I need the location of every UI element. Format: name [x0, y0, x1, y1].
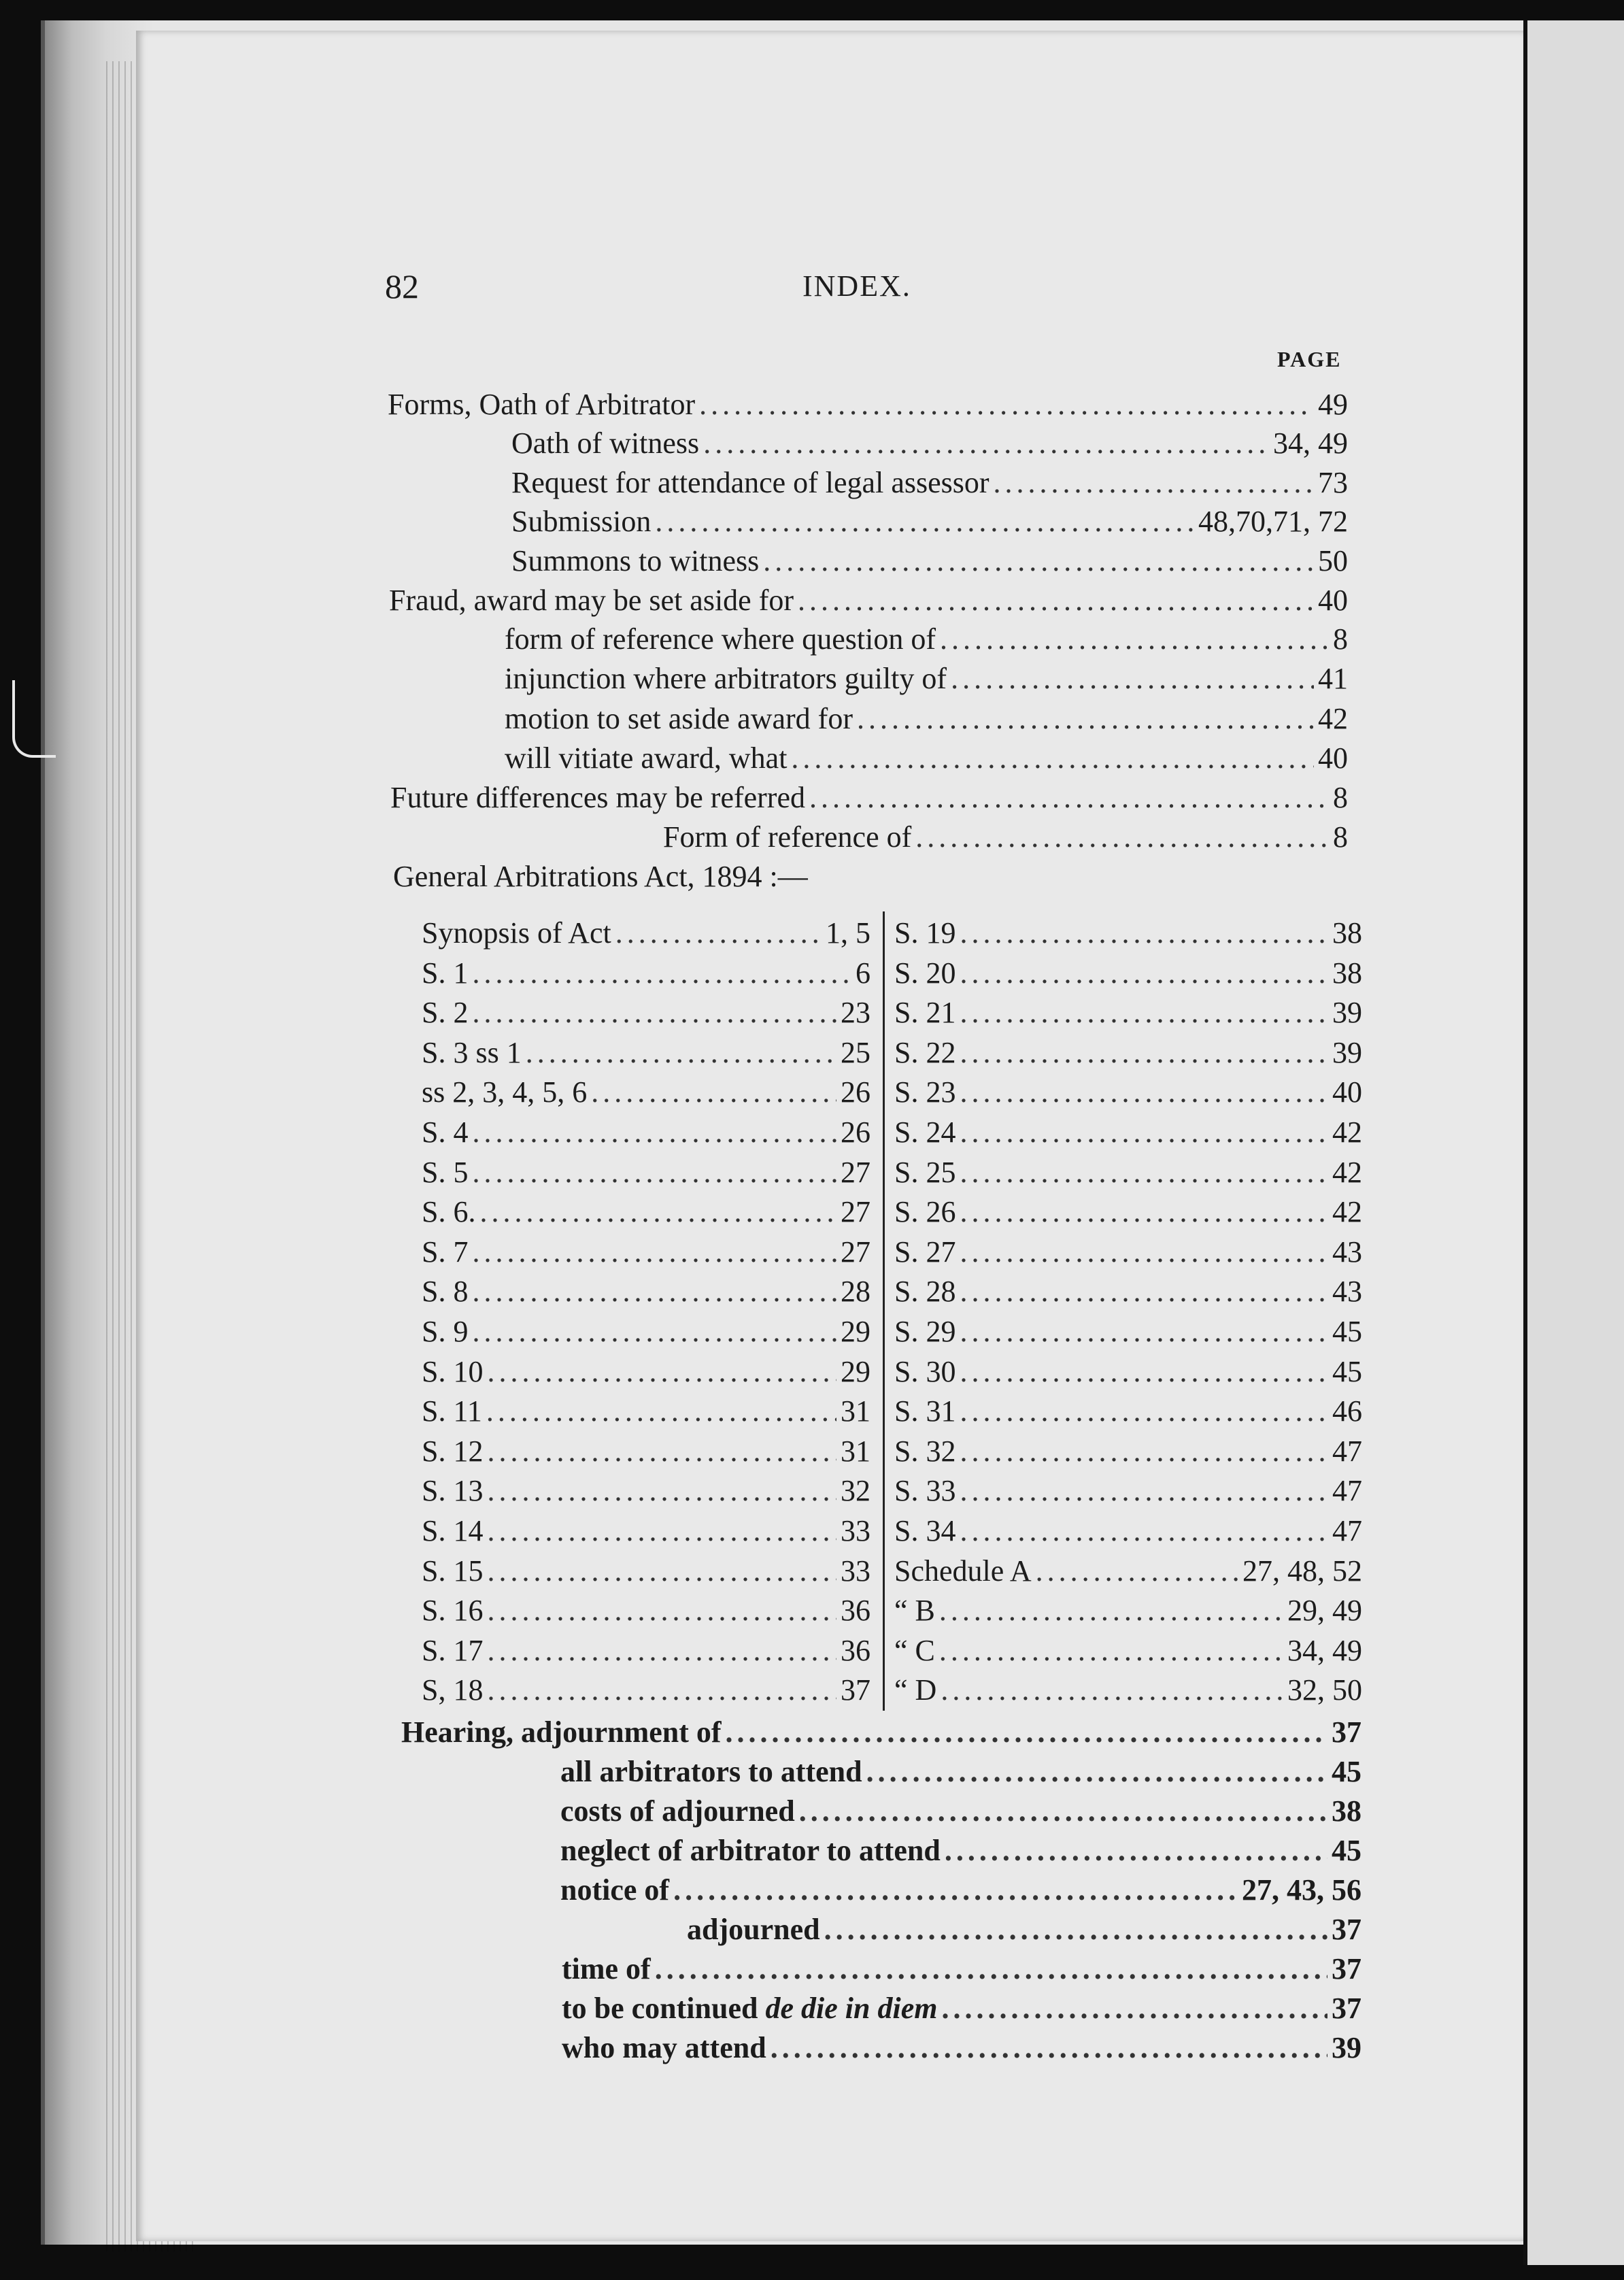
section-entry — [894, 1433, 1362, 1470]
index-entry — [505, 701, 1348, 737]
section-page: 33 — [841, 1554, 870, 1588]
section-label: ss 2, 3, 4, 5, 6 — [422, 1075, 588, 1109]
section-entry — [422, 1354, 870, 1390]
section-label: S. 3 ss 1 — [422, 1035, 522, 1069]
section-entry — [422, 1234, 870, 1271]
page-number: 82 — [385, 267, 419, 305]
section-entry — [422, 1513, 870, 1549]
section-label: S. 17 — [422, 1633, 484, 1667]
section-label: S. 15 — [422, 1554, 484, 1588]
section-page: 37 — [841, 1673, 870, 1707]
entry-page: 41 — [1318, 662, 1348, 695]
section-label: S, 18 — [422, 1673, 484, 1707]
section-page: 33 — [841, 1514, 870, 1547]
entry-page: 38 — [1332, 1794, 1361, 1828]
section-entry — [894, 1672, 1362, 1709]
index-entry — [505, 740, 1348, 777]
section-label: S. 24 — [894, 1116, 956, 1149]
index-entry — [511, 503, 1348, 540]
section-entry — [894, 1074, 1362, 1111]
entry-page: 48,70,71, 72 — [1198, 505, 1348, 538]
section-label: S. 25 — [894, 1155, 956, 1189]
entry-page: 42 — [1318, 702, 1348, 735]
section-label: Synopsis of Act — [422, 916, 611, 950]
index-entry — [505, 660, 1348, 697]
section-entry — [422, 1672, 870, 1709]
index-entry — [511, 425, 1348, 462]
section-label: S. 2 — [422, 996, 469, 1030]
section-entry — [422, 915, 870, 952]
section-page: 43 — [1332, 1235, 1362, 1269]
index-entry — [560, 1754, 1361, 1790]
entry-text: time of — [562, 1952, 651, 1985]
index-entry — [505, 621, 1348, 658]
section-page: 23 — [841, 996, 870, 1030]
entry-text: notice of — [560, 1873, 670, 1907]
entry-text: injunction where arbitrators guilty of — [505, 662, 947, 695]
section-entry — [422, 1592, 870, 1629]
section-page: 39 — [1332, 1035, 1362, 1069]
entry-text: Fraud, award may be set aside for — [389, 584, 794, 617]
margin-mark — [12, 680, 56, 758]
entry-page: 50 — [1318, 544, 1348, 577]
entry-page: 8 — [1333, 622, 1348, 656]
section-page: 47 — [1332, 1514, 1362, 1547]
entry-page: 40 — [1318, 584, 1348, 617]
section-entry — [422, 1313, 870, 1350]
section-page: 34, 49 — [1287, 1633, 1362, 1667]
section-label: S. 1 — [422, 956, 469, 990]
section-page: 36 — [841, 1633, 870, 1667]
entry-page: 37 — [1332, 1992, 1361, 2025]
section-page: 38 — [1332, 956, 1362, 990]
section-entry — [422, 1035, 870, 1071]
index-entry — [562, 1951, 1361, 1988]
entry-text: Submission — [511, 505, 652, 538]
section-entry — [422, 1074, 870, 1111]
index-entry — [511, 465, 1348, 501]
section-entry — [894, 955, 1362, 992]
entry-text: Hearing, adjournment of — [401, 1715, 722, 1749]
index-entry — [511, 543, 1348, 580]
section-label: S. 33 — [894, 1474, 956, 1508]
entry-text: form of reference where question of — [505, 622, 936, 656]
section-entry — [894, 1313, 1362, 1350]
section-entry — [422, 1393, 870, 1430]
index-entry — [687, 1911, 1361, 1948]
section-page: 43 — [1332, 1275, 1362, 1309]
section-label: S. 9 — [422, 1315, 469, 1348]
section-entry — [894, 1632, 1362, 1669]
entry-text: will vitiate award, what — [505, 741, 788, 775]
entry-text: neglect of arbitrator to attend — [560, 1834, 941, 1867]
section-entry — [894, 1114, 1362, 1151]
section-page: 27 — [841, 1195, 870, 1229]
entry-page: 45 — [1332, 1834, 1361, 1867]
section-label: S. 16 — [422, 1594, 484, 1628]
entry-text: costs of adjourned — [560, 1794, 795, 1828]
section-page: 26 — [841, 1075, 870, 1109]
section-page: 46 — [1332, 1394, 1362, 1428]
section-label: S. 30 — [894, 1354, 956, 1388]
section-label: S. 21 — [894, 996, 956, 1030]
section-page: 27 — [841, 1235, 870, 1269]
entry-page: 34, 49 — [1273, 426, 1348, 460]
entry-text: motion to set aside award for — [505, 702, 853, 735]
section-entry — [894, 1035, 1362, 1071]
index-entry — [663, 819, 1348, 856]
section-page: 29, 49 — [1287, 1594, 1362, 1628]
section-page: 40 — [1332, 1075, 1362, 1109]
facing-page-edge — [1523, 20, 1624, 2265]
index-entry — [560, 1793, 1361, 1830]
entry-text: Future differences may be referred — [390, 781, 805, 814]
section-entry — [422, 1154, 870, 1191]
page-title: INDEX. — [802, 269, 911, 303]
section-label: “ B — [894, 1594, 935, 1628]
section-entry — [422, 1114, 870, 1151]
section-entry — [422, 1632, 870, 1669]
entry-page: 37 — [1332, 1715, 1361, 1749]
section-entry — [894, 1513, 1362, 1549]
section-label: S. 26 — [894, 1195, 956, 1229]
section-label: S. 4 — [422, 1116, 469, 1149]
page-column-label: PAGE — [1277, 347, 1342, 371]
section-label: S. 31 — [894, 1394, 956, 1428]
section-page: 39 — [1332, 996, 1362, 1030]
entry-text: Forms, Oath of Arbitrator — [388, 388, 696, 421]
section-entry — [894, 1553, 1362, 1590]
section-label: Schedule A — [894, 1554, 1032, 1588]
section-entry — [422, 1194, 870, 1230]
section-label: S. 14 — [422, 1514, 484, 1547]
section-page: 42 — [1332, 1155, 1362, 1189]
section-entry — [894, 1273, 1362, 1310]
entry-text: who may attend — [562, 2031, 766, 2064]
entry-text: Form of reference of — [663, 820, 912, 854]
entry-page: 8 — [1333, 820, 1348, 854]
index-entry — [389, 582, 1348, 619]
section-page: 31 — [841, 1434, 870, 1468]
index-entry — [560, 1832, 1361, 1869]
section-page: 28 — [841, 1275, 870, 1309]
section-entry — [894, 1393, 1362, 1430]
section-label: S. 34 — [894, 1514, 956, 1547]
section-page: 29 — [841, 1354, 870, 1388]
section-page: 36 — [841, 1594, 870, 1628]
entry-text: Summons to witness — [511, 544, 760, 577]
section-page: 1, 5 — [826, 916, 870, 950]
entry-page: 37 — [1332, 1913, 1361, 1946]
index-entry — [560, 1872, 1361, 1909]
section-page: 27 — [841, 1155, 870, 1189]
index-entry — [401, 1714, 1361, 1751]
section-page: 45 — [1332, 1315, 1362, 1348]
section-heading: General Arbitrations Act, 1894 :— — [393, 860, 808, 893]
section-page: 6 — [856, 956, 870, 990]
section-entry — [894, 1473, 1362, 1509]
entry-text: to be continued de die in diem — [562, 1992, 938, 2025]
section-label: S. 12 — [422, 1434, 484, 1468]
section-page: 31 — [841, 1394, 870, 1428]
section-label: S. 22 — [894, 1035, 956, 1069]
index-entry — [562, 2030, 1361, 2066]
section-label: S. 8 — [422, 1275, 469, 1309]
section-page: 38 — [1332, 916, 1362, 950]
section-entry — [894, 915, 1362, 952]
section-label: S. 29 — [894, 1315, 956, 1348]
section-label: S. 32 — [894, 1434, 956, 1468]
section-label: S. 23 — [894, 1075, 956, 1109]
section-label: S. 20 — [894, 956, 956, 990]
section-page: 29 — [841, 1315, 870, 1348]
index-entry — [562, 1990, 1361, 2027]
entry-text: adjourned — [687, 1913, 820, 1946]
section-label: S. 28 — [894, 1275, 956, 1309]
section-entry — [894, 1194, 1362, 1230]
section-entry — [894, 1592, 1362, 1629]
entry-page: 73 — [1318, 466, 1348, 499]
section-entry — [422, 1433, 870, 1470]
entry-page: 8 — [1333, 781, 1348, 814]
section-label: S. 7 — [422, 1235, 469, 1269]
section-entry — [422, 994, 870, 1031]
entry-page: 27, 43, 56 — [1242, 1873, 1361, 1907]
section-page: 25 — [841, 1035, 870, 1069]
italic-phrase: de die in diem — [765, 1992, 938, 2025]
section-page: 42 — [1332, 1116, 1362, 1149]
section-entry — [422, 955, 870, 992]
section-page: 45 — [1332, 1354, 1362, 1388]
entry-text: Oath of witness — [511, 426, 700, 460]
section-label: S. 27 — [894, 1235, 956, 1269]
section-label: S. 11 — [422, 1394, 482, 1428]
section-page: 27, 48, 52 — [1242, 1554, 1362, 1588]
section-page: 47 — [1332, 1434, 1362, 1468]
section-label: S. 19 — [894, 916, 956, 950]
entry-page: 49 — [1318, 388, 1348, 421]
section-label: “ C — [894, 1633, 935, 1667]
entry-page: 37 — [1332, 1952, 1361, 1985]
section-label: S. 10 — [422, 1354, 484, 1388]
section-entry — [894, 1354, 1362, 1390]
column-divider — [883, 911, 885, 1711]
section-page: 32, 50 — [1287, 1673, 1362, 1707]
section-page: 47 — [1332, 1474, 1362, 1508]
section-page: 32 — [841, 1474, 870, 1508]
section-label: S. 5 — [422, 1155, 469, 1189]
index-entry — [390, 779, 1348, 816]
section-label: S. 6. — [422, 1195, 476, 1229]
entry-text: Request for attendance of legal assessor — [511, 466, 989, 499]
section-entry — [422, 1273, 870, 1310]
section-label: S. 13 — [422, 1474, 484, 1508]
section-entry — [894, 994, 1362, 1031]
section-entry — [894, 1154, 1362, 1191]
entry-page: 39 — [1332, 2031, 1361, 2064]
section-entry — [422, 1473, 870, 1509]
section-entry — [422, 1553, 870, 1590]
entry-page: 45 — [1332, 1755, 1361, 1788]
section-entry — [894, 1234, 1362, 1271]
section-page: 42 — [1332, 1195, 1362, 1229]
index-entry — [388, 386, 1348, 423]
section-page: 26 — [841, 1116, 870, 1149]
entry-page: 40 — [1318, 741, 1348, 775]
section-label: “ D — [894, 1673, 937, 1707]
entry-text: all arbitrators to attend — [560, 1755, 862, 1788]
